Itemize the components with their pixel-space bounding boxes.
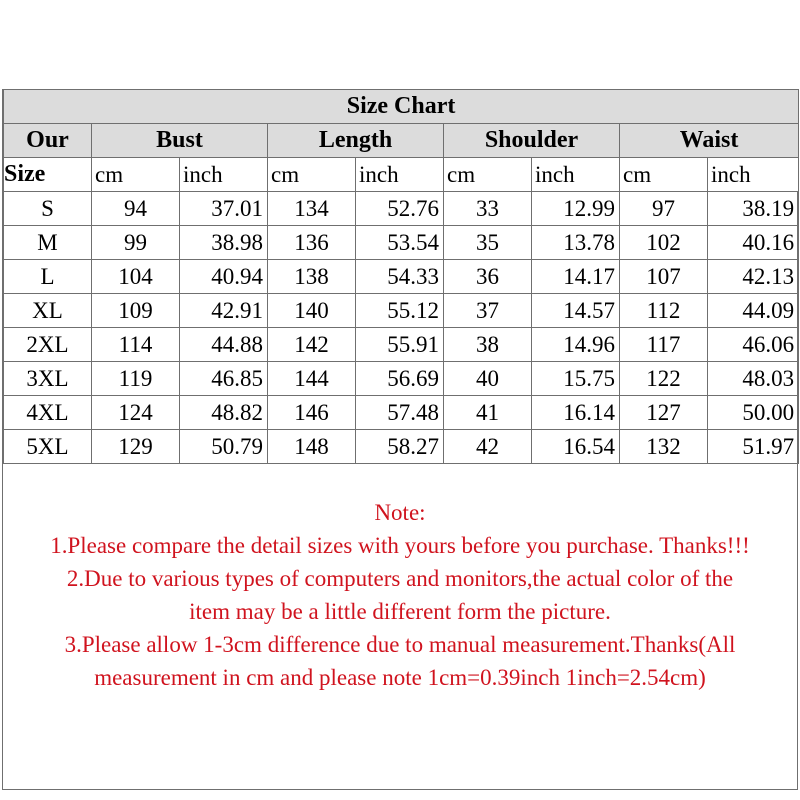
cm-value-cell: 129 [92,430,180,464]
size-label-cell: S [4,192,92,226]
inch-value-cell: 46.06 [708,328,799,362]
cm-value-cell: 146 [268,396,356,430]
unit-header: cm [92,158,180,192]
size-label-cell: L [4,260,92,294]
table-row [4,226,799,260]
unit-header: cm [268,158,356,192]
cm-value-cell: 122 [620,362,708,396]
cm-value-cell: 142 [268,328,356,362]
note-line: 3.Please allow 1-3cm difference due to manual measurement.Thanks(All [64,632,736,657]
inch-value-cell: 48.82 [180,396,268,430]
table-row [4,396,799,430]
cm-value-cell: 38 [444,328,532,362]
notes-section [3,496,797,694]
cm-value-cell: 97 [620,192,708,226]
table-title-row [4,90,799,124]
size-label-cell: 4XL [4,396,92,430]
cm-value-cell: 140 [268,294,356,328]
cm-value-cell: 134 [268,192,356,226]
cm-value-cell: 132 [620,430,708,464]
cm-value-cell: 104 [92,260,180,294]
cm-value-cell: 124 [92,396,180,430]
inch-value-cell: 37.01 [180,192,268,226]
inch-value-cell: 12.99 [532,192,620,226]
cm-value-cell: 36 [444,260,532,294]
inch-value-cell: 16.54 [532,430,620,464]
group-header-row [4,124,799,158]
size-label-cell: 3XL [4,362,92,396]
note-line: 2.Due to various types of computers and monitors,the actual color of the [66,566,734,591]
note-heading: Note: [374,500,426,525]
cm-value-cell: 41 [444,396,532,430]
unit-header-row [4,158,799,192]
group-header-length: Length [268,124,444,158]
inch-value-cell: 46.85 [180,362,268,396]
inch-value-cell: 38.19 [708,192,799,226]
size-label-cell: M [4,226,92,260]
inch-value-cell: 42.91 [180,294,268,328]
unit-header: cm [444,158,532,192]
cm-value-cell: 114 [92,328,180,362]
table-row [4,328,799,362]
inch-value-cell: 55.12 [356,294,444,328]
cm-value-cell: 127 [620,396,708,430]
inch-value-cell: 53.54 [356,226,444,260]
group-header-bust: Bust [92,124,268,158]
inch-value-cell: 44.88 [180,328,268,362]
table-row [4,260,799,294]
inch-value-cell: 50.00 [708,396,799,430]
size-header-top: Our [4,124,92,158]
unit-header: cm [620,158,708,192]
table-row [4,362,799,396]
table-row [4,294,799,328]
cm-value-cell: 148 [268,430,356,464]
inch-value-cell: 40.94 [180,260,268,294]
unit-header: inch [708,158,799,192]
size-chart-table [3,89,799,464]
cm-value-cell: 35 [444,226,532,260]
cm-value-cell: 138 [268,260,356,294]
inch-value-cell: 40.16 [708,226,799,260]
inch-value-cell: 15.75 [532,362,620,396]
table-title: Size Chart [4,90,799,124]
note-line: measurement in cm and please note 1cm=0.39inch 1inch=2.54cm) [94,665,706,690]
inch-value-cell: 50.79 [180,430,268,464]
size-label-cell: XL [4,294,92,328]
inch-value-cell: 58.27 [356,430,444,464]
inch-value-cell: 14.57 [532,294,620,328]
group-header-shoulder: Shoulder [444,124,620,158]
cm-value-cell: 40 [444,362,532,396]
cm-value-cell: 42 [444,430,532,464]
size-label-cell: 2XL [4,328,92,362]
cm-value-cell: 112 [620,294,708,328]
inch-value-cell: 52.76 [356,192,444,226]
size-header-bottom: Size [4,158,92,192]
inch-value-cell: 13.78 [532,226,620,260]
inch-value-cell: 51.97 [708,430,799,464]
cm-value-cell: 119 [92,362,180,396]
inch-value-cell: 42.13 [708,260,799,294]
size-rows [4,192,799,464]
table-row [4,192,799,226]
cm-value-cell: 99 [92,226,180,260]
group-header-waist: Waist [620,124,799,158]
inch-value-cell: 48.03 [708,362,799,396]
cm-value-cell: 37 [444,294,532,328]
inch-value-cell: 16.14 [532,396,620,430]
unit-header: inch [356,158,444,192]
cm-value-cell: 102 [620,226,708,260]
cm-value-cell: 144 [268,362,356,396]
cm-value-cell: 33 [444,192,532,226]
inch-value-cell: 54.33 [356,260,444,294]
inch-value-cell: 38.98 [180,226,268,260]
cm-value-cell: 117 [620,328,708,362]
inch-value-cell: 14.96 [532,328,620,362]
note-line: item may be a little different form the picture. [189,599,611,624]
inch-value-cell: 57.48 [356,396,444,430]
cm-value-cell: 136 [268,226,356,260]
cm-value-cell: 94 [92,192,180,226]
unit-header: inch [532,158,620,192]
unit-header: inch [180,158,268,192]
cm-value-cell: 107 [620,260,708,294]
table-row [4,430,799,464]
inch-value-cell: 44.09 [708,294,799,328]
inch-value-cell: 55.91 [356,328,444,362]
inch-value-cell: 14.17 [532,260,620,294]
inch-value-cell: 56.69 [356,362,444,396]
cm-value-cell: 109 [92,294,180,328]
note-line: 1.Please compare the detail sizes with yours before you purchase. Thanks!!! [50,533,750,558]
size-label-cell: 5XL [4,430,92,464]
